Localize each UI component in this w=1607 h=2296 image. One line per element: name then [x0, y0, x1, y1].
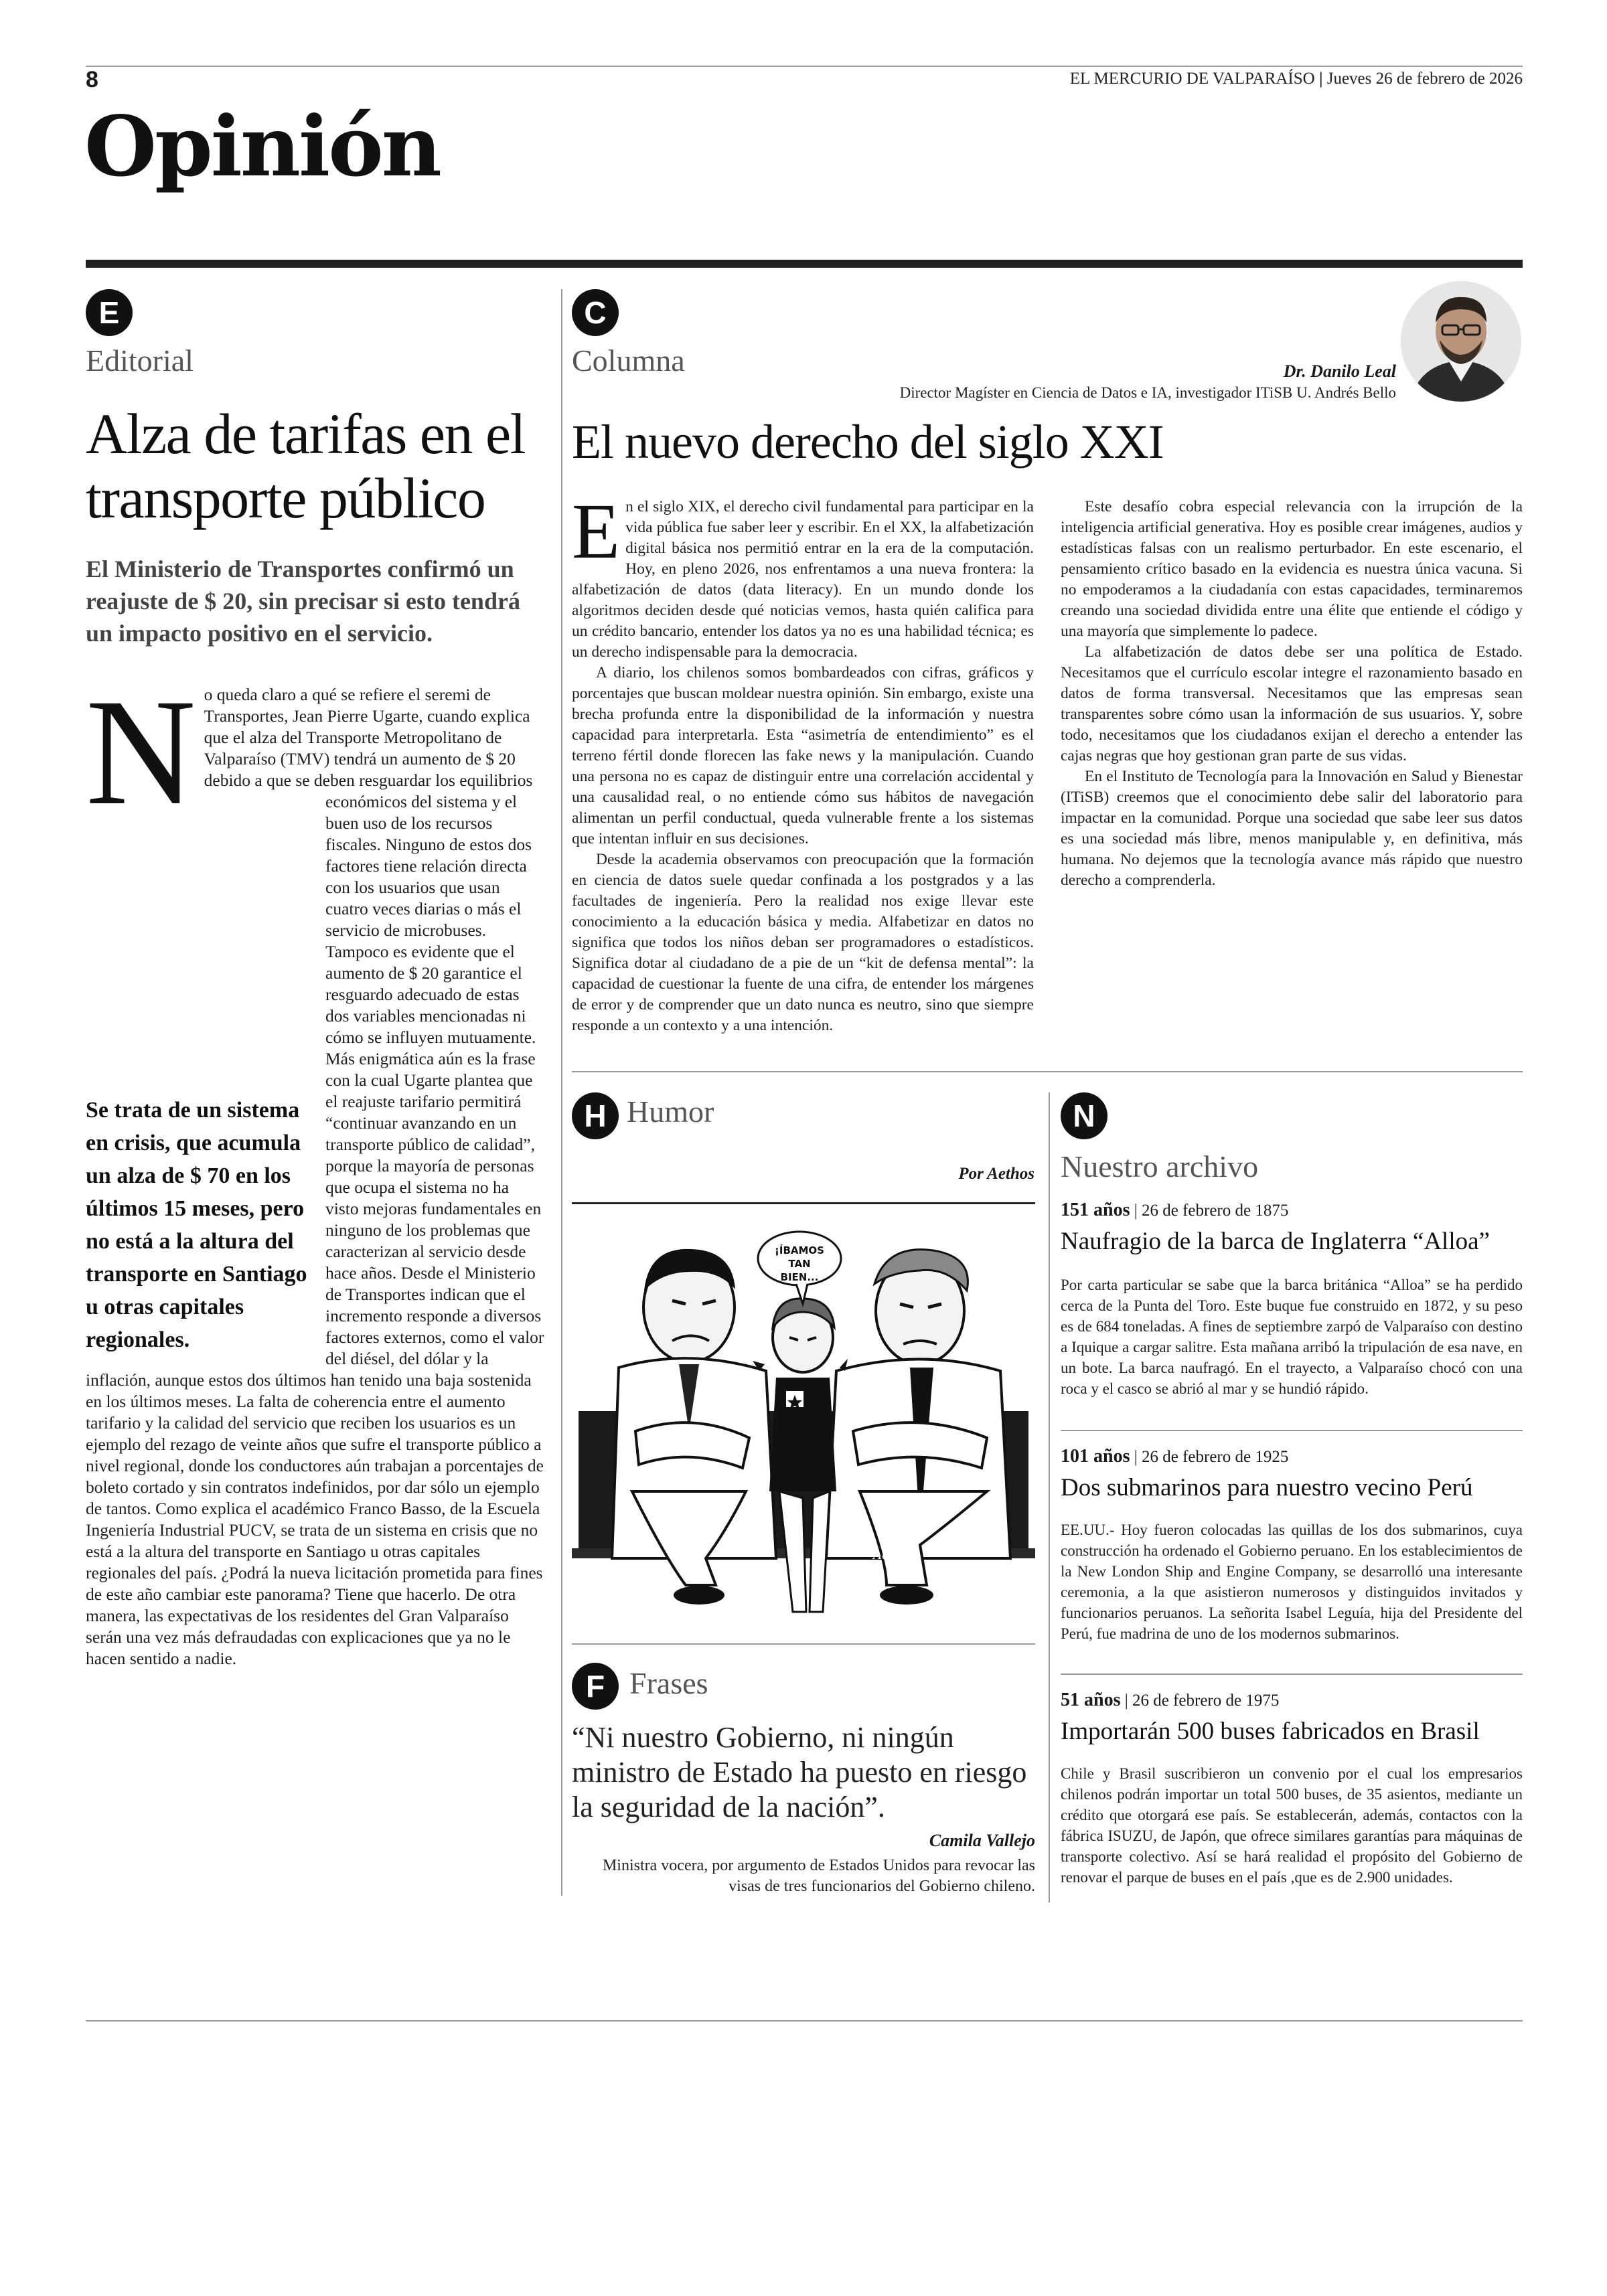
columna-paragraph-3: Desde la academia observamos con preocupación que la formación en ciencia de datos suele quedar confinada a los postgrados y a las facultades de ingeniería. Pero la realidad nos exige llevar este conocimiento a la educación básica y media. Alfabetizar en datos no significa que todos los niños deban ser programadores o estadísticos. Significa dotar al ciudadano de a pie de un “kit de defensa mental”: la capacidad de cuestionar la fuente de una cifra, de entender los márgenes de error y de comprender que un dato nunca es neutro, sino que siempre responde a un contexto y a una intención.: [572, 851, 1034, 1034]
humor-badge: H: [572, 1092, 619, 1139]
masthead-separator: |: [1318, 70, 1327, 88]
columna-paragraph-4: Este desafío cobra especial relevancia con la irrupción de la inteligencia artificial generativa. Hoy es posible crear imágenes, audios y estadísticas falsas con un realismo perturbador. En este escenario, el pensamiento crítico basado en la evidencia es nuestra única vacuna. Si no empoderamos a la ciudadanía con estas capacidades, terminaremos creando una sociedad dividida entre una élite que entiende el código y una mayoría que simplemente lo padece.: [1061, 498, 1523, 640]
columna-author: Dr. Danilo Leal: [1283, 361, 1396, 381]
publication-date: Jueves 26 de febrero de 2026: [1326, 70, 1523, 88]
archivo-item-meta: [1061, 1200, 1523, 1221]
columna-bottom-rule: [572, 1071, 1523, 1072]
archivo-years: 51 años: [1061, 1690, 1121, 1710]
archivo-years: 151 años: [1061, 1200, 1130, 1220]
archivo-headline: Dos submarinos para nuestro vecino Perú: [1061, 1474, 1473, 1501]
editorial-title: Alza de tarifas en el transporte público: [86, 402, 526, 530]
frases-context: Ministra vocera, por argumento de Estados Unidos para revocar las visas de tres funcionarios del Gobierno chileno.: [602, 1857, 1035, 1895]
frases-badge: F: [572, 1663, 619, 1710]
columna-p1-text: n el siglo XIX, el derecho civil fundamental para participar en la vida pública fue saber leer y escribir. En el XX, la alfabetización digital básica nos permitió entrar en la era de la computación. Hoy, en pleno 2026, nos enfrentamos a una nueva frontera: la alfabetización de datos (data literacy). En un mundo donde los algoritmos deciden desde qué noticias vemos, hasta quién califica para un crédito bancario, entender los datos ya no es una habilidad técnica; es un derecho indispensable para la democracia.: [572, 498, 1034, 661]
archivo-sep: |: [1134, 1202, 1142, 1220]
columna-label: Columna: [572, 343, 685, 378]
columna-paragraph-2: A diario, los chilenos somos bombardeados con cifras, gráficos y porcentajes que buscan moldear nuestra opinión. Sin embargo, existe una brecha profunda entre la disponibilidad de la información y nuestra capacidad para interpretarla. Esta “asimetría de entendimiento” es el terreno fértil donde florecen las fake news y la manipulación. Cuando una persona no es capaz de distinguir entre una correlación accidental y una causalidad real, o no entiende cómo sus hábitos de navegación alimentan un perfil conductual, queda vulnerable frente a los sistemas que intentan influir en sus decisiones.: [572, 664, 1034, 847]
humor-cartoon: [572, 1210, 1035, 1639]
archivo-rule-2: [1061, 1673, 1523, 1675]
archivo-body: EE.UU.- Hoy fueron colocadas las quillas de los dos submarinos, cuya construcción ha ordenado el Gobierno peruano. En los establecimientos de la New London Ship and Engine Company, se desarrolló una interesante ceremonia, a la que asistieron numerosos y distinguidos invitados y funcionarios peruanos. La señorita Isabel Leguía, hija del Presidente del Perú, fue madrina de uno de los modernos submarinos.: [1061, 1522, 1523, 1642]
archivo-body: Por carta particular se sabe que la barca británica “Alloa” se ha perdido cerca de la Punta del Toro. Este buque fue construido en 1872, y su peso es de 684 toneladas. A fines de septiembre zarpó de Valparaíso con destino a Iquique a cargar salitre. Esta mañana arribó la tripulación de esa nave, en un bote. La barca naufragó. En el trayecto, a Valparaíso chocó con una roca y el casco se abrió al mar y se hundió rápido.: [1061, 1277, 1523, 1397]
humor-author: Por Aethos: [958, 1165, 1035, 1183]
frases-label: Frases: [629, 1666, 708, 1700]
archivo-sep: |: [1134, 1448, 1142, 1466]
columna-paragraph-1: [572, 487, 1034, 663]
archivo-item-2: [1061, 1446, 1523, 1644]
humor-label: Humor: [627, 1094, 714, 1129]
archivo-headline: Naufragio de la barca de Inglaterra “Alloa”: [1061, 1228, 1490, 1255]
editorial-lead: El Ministerio de Transportes confirmó un reajuste de $ 20, sin precisar si esto tendrá un impacto positivo en el servicio.: [86, 556, 520, 647]
columna-title: El nuevo derecho del siglo XXI: [572, 415, 1164, 469]
editorial-body-text: o queda claro a qué se refiere el seremi de Transportes, Jean Pierre Ugarte, cuando explica que el alza del Transporte Metropolitano de Valparaíso (TMV) tendrá un aumento de $ 20 debido a que se deben resguardar los equilibrios económicos del sistema y el buen uso de los recursos fiscales. Ninguno de estos dos factores tiene relación directa con los usuarios que usan cuatro veces diarias o más el servicio de microbuses. Tampoco es evidente que el aumento de $ 20 garantice el resguardo adecuado de estas dos variables mencionadas ni cómo se influyen mutuamente. Más enigmática aún es la frase con la cual Ugarte plantea que el reajuste tarifario permitirá “continuar avanzando en un transporte público de calidad”, porque la mayoría de personas que ocupa el sistema no ha visto mejoras fundamentales en ninguno de los problemas que caracterizan al servicio desde hace años. Desde el Ministerio de Transportes indican que el incremento responde a diversos factores externos, como el valor del diésel, del dólar y la inflación, aunque estos dos últimos han tenido una baja sostenida en los últimos meses. La falta de coherencia entre el aumento tarifario y la calidad del servicio que reciben los usuarios es un ejemplo del rezago de veinte años que sufre el transporte público a nivel regional, donde los conductores aún trabajan a porcentajes de boleto cortado y sin contratos indefinidos, por dar sólo un ejemplo de tantos. Como explica el académico Franco Basso, de la Escuela Ingeniería Industrial PUCV, se trata de un sistema en crisis que no está a la altura del transporte en Santiago u otras capitales regionales del país. ¿Podrá la nueva licitación prometida para fines de este año cambiar este panorama? Tiene que hacerlo. De otra manera, las expectativas de los residentes del Gran Valparaíso serán una vez más defraudadas con explicaciones que ya no le hacen sentido a nadie.: [86, 685, 544, 1668]
archivo-label: Nuestro archivo: [1061, 1149, 1259, 1183]
header-top-rule: [86, 66, 1523, 67]
archivo-headline: Importarán 500 buses fabricados en Brasil: [1061, 1718, 1480, 1745]
cartoon-speech-text: ¡ÍBAMOS TAN BIEN...: [775, 1244, 824, 1283]
editorial-body: [86, 668, 544, 1909]
archivo-item-meta: [1061, 1446, 1523, 1467]
author-portrait: [1401, 281, 1521, 402]
frases-quote: “Ni nuestro Gobierno, ni ningún ministro de Estado ha puesto en riesgo la seguridad de la nación”.: [572, 1721, 1027, 1823]
cartoon-signature: Aethos: [873, 1548, 915, 1562]
archivo-sep: |: [1124, 1692, 1132, 1710]
archivo-item-1: [1061, 1200, 1523, 1399]
archivo-date: 26 de febrero de 1925: [1141, 1448, 1289, 1466]
column-divider-left: [561, 289, 562, 1896]
editorial-badge: E: [86, 289, 133, 336]
archivo-rule-1: [1061, 1430, 1523, 1431]
frases-author: Camila Vallejo: [929, 1831, 1035, 1850]
section-thick-rule: [86, 260, 1523, 268]
page-number: 8: [86, 67, 98, 92]
columna-paragraph-6: En el Instituto de Tecnología para la Innovación en Salud y Bienestar (ITiSB) creemos que el conocimiento debe salir del laboratorio para impactar en la comunidad. Porque una sociedad que sabe leer sus datos es una sociedad más libre, menos manipulable y, en definitiva, más humana. No dejemos que la tecnología avance más rápido que nuestro derecho a comprenderla.: [1061, 768, 1523, 889]
editorial-label: Editorial: [86, 343, 194, 378]
archivo-item-3: [1061, 1690, 1523, 1888]
pullquote-text: Se trata de un sistema en crisis, que acumula un alza de $ 70 en los últimos 15 meses, pero no está a la altura del transporte en Santiago u otras capitales regionales.: [86, 1097, 307, 1352]
editorial-pullquote: [86, 1094, 313, 1356]
editorial-dropcap: N: [86, 668, 196, 837]
publication-name: EL MERCURIO DE VALPARAÍSO: [1069, 70, 1315, 88]
humor-rule: [572, 1202, 1035, 1204]
column-divider-right: [1049, 1092, 1050, 1902]
archivo-date: 26 de febrero de 1975: [1132, 1692, 1280, 1710]
archivo-body: Chile y Brasil suscribieron un convenio por el cual los empresarios chilenos podrán importar un total 500 buses, de 35 asientos, mediante un crédito que otorgará ese país. Se establecerán, además, contactos con la fábrica ISUZU, de Japón, que ofrece similares garantías para máquinas de transporte colectivo. Así se hará realidad el propósito del Gobierno de renovar el parque de buses en el país ,que es de 2.900 unidades.: [1061, 1765, 1523, 1886]
footer-rule: [86, 2020, 1523, 2022]
humor-bottom-rule: [572, 1643, 1035, 1645]
archivo-date: 26 de febrero de 1875: [1141, 1202, 1289, 1220]
columna-author-role: Director Magíster en Ciencia de Datos e IA, investigador ITiSB U. Andrés Bello: [899, 384, 1396, 401]
columna-paragraph-5: La alfabetización de datos debe ser una política de Estado. Necesitamos que el currículo escolar integre el razonamiento basado en datos de forma transversal. Necesitamos que las empresas sean transparentes sobre cómo usan la información de sus usuarios. Y, sobre todo, necesitamos que los ciudadanos exijan el derecho a entender las cajas negras que hoy gestionan gran parte de sus vidas.: [1061, 643, 1523, 764]
columna-badge: C: [572, 289, 619, 336]
archivo-badge: N: [1061, 1092, 1107, 1139]
archivo-item-meta: [1061, 1690, 1523, 1711]
section-title: Opinión: [84, 98, 440, 195]
columna-dropcap: E: [572, 487, 621, 575]
archivo-years: 101 años: [1061, 1446, 1130, 1467]
columna-body: [572, 487, 1523, 1059]
masthead-line: [1070, 70, 1523, 88]
